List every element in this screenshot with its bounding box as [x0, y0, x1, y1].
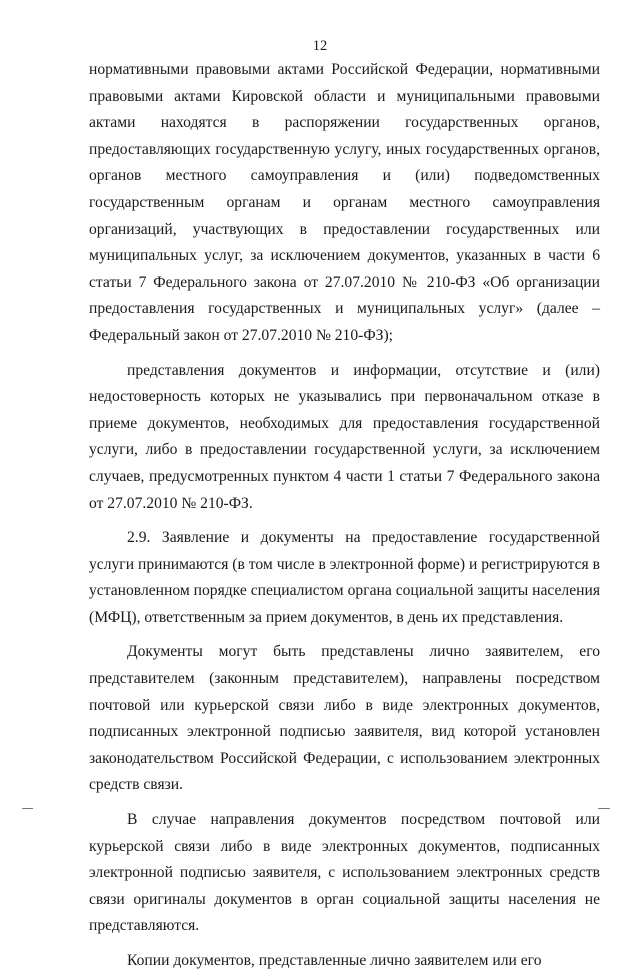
page-number: 12	[312, 38, 328, 54]
paragraph: представления документов и информации, отсутствие и (или) недостоверность которых не указывались при первоначальном отказе в приеме документов, необходимых для предоставления государственной услуги, либо в предоставлении государственной услуги, за исключением случаев, предусмотренных пунктом 4 части 1 статьи 7 Федерального закона от 27.07.2010 № 210-ФЗ.	[89, 361, 600, 512]
body-text	[89, 57, 600, 975]
scan-margin-mark-right	[598, 808, 610, 809]
scan-margin-mark-left	[22, 808, 33, 809]
paragraph: В случае направления документов посредством почтовой или курьерской связи либо в виде электронных документов, подписанных электронной подписью заявителя, с использованием электронных средств связи оригиналы документов в орган социальной защиты населения не представляются.	[89, 811, 600, 935]
paragraph-truncated: Копии документов, представленные лично заявителем или его	[127, 952, 542, 969]
paragraph-2-9: 2.9. Заявление и документы на предоставление государственной услуги принимаются (в том числе в электронной форме) и регистрируются в установленном порядке специалистом органа социальной защиты населения (МФЦ), ответственным за прием документов, в день их представления.	[89, 529, 600, 626]
paragraph-continued: нормативными правовыми актами Российской Федерации, нормативными правовыми актами Кировской области и муниципальными правовыми актами находятся в распоряжении государственных органов, предоставляющих государственную услугу, иных государственных органов, органов местного самоуправления и (или) подведомственных государственным органам и органам местного самоуправления организаций, участвующих в предоставлении государственных или муниципальных услуг, за исключением документов, указанных в части 6 статьи 7 Федерального закона от 27.07.2010 № 210-ФЗ «Об организации предоставления государственных и муниципальных услуг» (далее – Федеральный закон от 27.07.2010 № 210-ФЗ);	[89, 61, 600, 344]
paragraph: Документы могут быть представлены лично заявителем, его представителем (законным представителем), направлены посредством почтовой или курьерской связи либо в виде электронных документов, подписанных электронной подписью заявителя, вид которой установлен законодательством Российской Федерации, с использованием электронных средств связи.	[89, 643, 600, 794]
